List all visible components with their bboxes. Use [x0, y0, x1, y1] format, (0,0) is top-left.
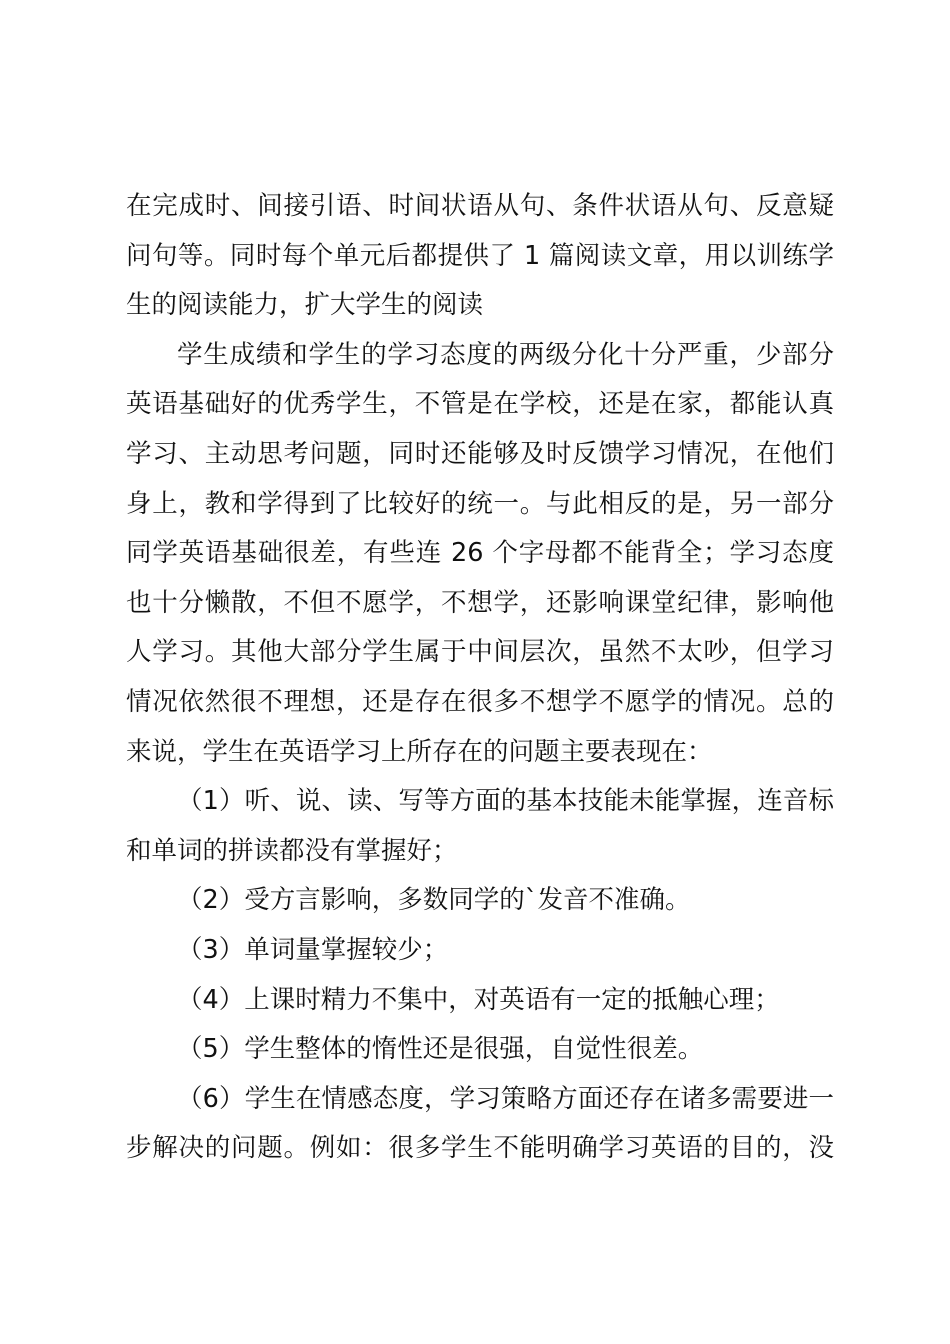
text-line: 问句等。同时每个单元后都提供了 1 篇阅读文章，用以训练学 [126, 240, 834, 271]
text-line: 来说，学生在英语学习上所存在的问题主要表现在： [126, 736, 713, 767]
text-line: 人学习。其他大部分学生属于中间层次，虽然不太吵，但学习 [126, 637, 834, 668]
text-line: （5）学生整体的惰性还是很强，自觉性很差。 [177, 1034, 704, 1065]
text-line: （4）上课时精力不集中，对英语有一定的抵触心理； [177, 984, 780, 1015]
text-line: （3）单词量掌握较少； [177, 934, 449, 965]
text-line: 情况依然很不理想，还是存在很多不想学不愿学的情况。总的 [126, 686, 834, 717]
text-line: 生的阅读能力，扩大学生的阅读 [126, 290, 484, 321]
text-line: 也十分懒散，不但不愿学，不想学，还影响课堂纪律，影响他 [126, 587, 834, 618]
text-line: 学生成绩和学生的学习态度的两级分化十分严重，少部分 [177, 339, 834, 370]
body-text [126, 182, 834, 1174]
text-line: 学习、主动思考问题，同时还能够及时反馈学习情况，在他们 [126, 438, 834, 469]
text-line: 身上，教和学得到了比较好的统一。与此相反的是，另一部分 [126, 488, 834, 519]
text-line: 步解决的问题。例如：很多学生不能明确学习英语的目的，没 [126, 1133, 834, 1164]
text-line: （6）学生在情感态度，学习策略方面还存在诸多需要进一 [177, 1083, 834, 1114]
text-line: 在完成时、间接引语、时间状语从句、条件状语从句、反意疑 [126, 191, 834, 221]
text-line: 和单词的拼读都没有掌握好； [126, 835, 458, 866]
text-line: 同学英语基础很差，有些连 26 个字母都不能背全；学习态度 [126, 538, 834, 569]
text-line: 英语基础好的优秀学生，不管是在学校，还是在家，都能认真 [126, 389, 834, 420]
text-line: （1）听、说、读、写等方面的基本技能未能掌握，连音标 [177, 786, 834, 817]
text-line: （2）受方言影响，多数同学的`发音不准确。 [177, 885, 691, 916]
